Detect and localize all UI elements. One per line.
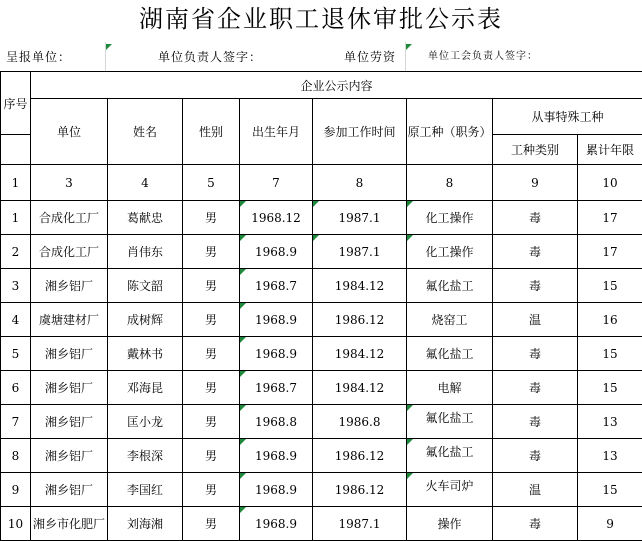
row-work-start-text: 1984.12 xyxy=(335,381,385,395)
row-work-start xyxy=(313,507,407,541)
row-unit-text: 合成化工厂 xyxy=(39,244,99,260)
row-gender xyxy=(183,235,240,269)
comment-marker xyxy=(240,473,246,479)
comment-marker xyxy=(313,201,319,207)
comment-marker xyxy=(240,235,246,241)
reporting-unit-label: 呈报单位： xyxy=(6,44,71,70)
comment-marker xyxy=(240,269,246,275)
row-name-text: 李国红 xyxy=(127,483,163,497)
index-cell: 5 xyxy=(183,165,240,201)
row-years-text: 16 xyxy=(602,313,617,327)
row-birth xyxy=(240,269,313,303)
comment-marker xyxy=(406,44,412,50)
row-unit-text: 湘乡铝厂 xyxy=(45,414,93,430)
row-job xyxy=(407,269,493,303)
index-cell: 7 xyxy=(240,165,313,201)
row-gender xyxy=(183,473,240,507)
row-birth-text: 1968.12 xyxy=(251,211,301,225)
row-name-text: 肖伟东 xyxy=(127,245,163,259)
index-cell: 9 xyxy=(493,165,578,201)
comment-marker xyxy=(240,439,246,445)
row-seq xyxy=(1,269,31,303)
index-cell: 8 xyxy=(407,165,493,201)
row-gender-text: 男 xyxy=(205,415,217,429)
header-job: 原工种（职务） xyxy=(407,99,493,165)
row-unit-text: 合成化工厂 xyxy=(39,210,99,226)
row-unit xyxy=(31,235,108,269)
header-seq: 序号 xyxy=(1,72,31,135)
row-years-text: 13 xyxy=(602,449,617,463)
table-row xyxy=(1,473,642,507)
row-gender-text: 男 xyxy=(205,313,217,327)
row-gender xyxy=(183,371,240,405)
row-special-type-text: 温 xyxy=(529,313,541,327)
row-seq-text: 1 xyxy=(12,211,20,225)
comment-marker xyxy=(407,235,413,241)
row-unit xyxy=(31,439,108,473)
row-work-start xyxy=(313,371,407,405)
header-gender: 性别 xyxy=(183,99,240,165)
comment-marker xyxy=(240,371,246,377)
row-work-start-text: 1984.12 xyxy=(335,347,385,361)
row-special-type-text: 毒 xyxy=(529,381,541,395)
row-birth xyxy=(240,337,313,371)
row-gender-text: 男 xyxy=(205,347,217,361)
row-birth xyxy=(240,303,313,337)
row-gender-text: 男 xyxy=(205,381,217,395)
index-cell: 1 xyxy=(1,165,31,201)
row-name xyxy=(108,201,183,235)
row-birth-text: 1968.7 xyxy=(255,279,297,293)
row-years-text: 15 xyxy=(602,381,617,395)
row-birth xyxy=(240,473,313,507)
table-row xyxy=(1,507,642,541)
row-job xyxy=(407,201,493,235)
row-gender xyxy=(183,507,240,541)
row-special-type-text: 毒 xyxy=(529,415,541,429)
row-unit xyxy=(31,507,108,541)
row-gender-text: 男 xyxy=(205,517,217,531)
row-work-start-text: 1984.12 xyxy=(335,279,385,293)
row-unit-text: 湘乡市化肥厂 xyxy=(33,516,105,532)
row-years-text: 17 xyxy=(602,211,617,225)
comment-marker xyxy=(240,303,246,309)
row-job xyxy=(407,235,493,269)
row-gender xyxy=(183,439,240,473)
row-unit-text: 湘乡铝厂 xyxy=(45,380,93,396)
row-seq xyxy=(1,371,31,405)
row-name xyxy=(108,303,183,337)
table-row xyxy=(1,439,642,473)
row-gender xyxy=(183,269,240,303)
row-years xyxy=(578,337,642,371)
row-birth xyxy=(240,201,313,235)
row-special-type-text: 毒 xyxy=(529,211,541,225)
row-birth xyxy=(240,405,313,439)
row-name-text: 戴林书 xyxy=(127,347,163,361)
row-work-start-text: 1987.1 xyxy=(339,211,381,225)
row-work-start xyxy=(313,337,407,371)
row-job-text: 电解 xyxy=(437,381,461,395)
comment-marker xyxy=(240,405,246,411)
row-job-text: 火车司炉 xyxy=(425,479,473,493)
row-job-text: 化工操作 xyxy=(425,211,473,225)
row-birth xyxy=(240,439,313,473)
row-job xyxy=(407,405,493,439)
row-job-text: 氟化盐工 xyxy=(425,279,473,293)
approval-table xyxy=(0,71,642,541)
row-work-start-text: 1987.1 xyxy=(339,245,381,259)
row-unit xyxy=(31,269,108,303)
row-gender-text: 男 xyxy=(205,279,217,293)
row-seq xyxy=(1,337,31,371)
row-unit xyxy=(31,337,108,371)
header-special-type: 工种类别 xyxy=(493,135,578,165)
row-birth-text: 1968.9 xyxy=(255,449,297,463)
row-years xyxy=(578,405,642,439)
row-seq xyxy=(1,439,31,473)
row-years-text: 17 xyxy=(602,245,617,259)
row-name-text: 刘海湘 xyxy=(127,517,163,531)
table-row xyxy=(1,405,642,439)
page-title: 湖南省企业职工退休审批公示表 xyxy=(0,0,642,40)
row-special-type xyxy=(493,303,578,337)
row-special-type xyxy=(493,235,578,269)
header-work-start: 参加工作时间 xyxy=(313,99,407,165)
row-gender xyxy=(183,303,240,337)
row-special-type-text: 毒 xyxy=(529,347,541,361)
row-work-start xyxy=(313,473,407,507)
row-name-text: 李根深 xyxy=(127,449,163,463)
row-gender-text: 男 xyxy=(205,483,217,497)
row-job xyxy=(407,473,493,507)
row-name-text: 邓海昆 xyxy=(127,381,163,395)
row-name-text: 陈文韶 xyxy=(127,279,163,293)
header-group: 企业公示内容 xyxy=(31,72,642,99)
row-seq-text: 2 xyxy=(12,245,20,259)
row-special-type xyxy=(493,473,578,507)
row-seq-text: 3 xyxy=(12,279,20,293)
union-head-sign-label: 单位工会负责人签字： xyxy=(428,44,538,70)
row-work-start-text: 1986.12 xyxy=(335,483,385,497)
row-seq-text: 10 xyxy=(8,517,23,531)
row-name xyxy=(108,473,183,507)
row-unit-text: 湘乡铝厂 xyxy=(45,346,93,362)
table-row xyxy=(1,337,642,371)
row-work-start-text: 1986.12 xyxy=(335,313,385,327)
row-job-text: 化工操作 xyxy=(425,245,473,259)
row-gender xyxy=(183,405,240,439)
table-row xyxy=(1,303,642,337)
row-seq xyxy=(1,405,31,439)
comment-marker xyxy=(407,201,413,207)
row-name-text: 匡小龙 xyxy=(127,415,163,429)
row-work-start-text: 1986.8 xyxy=(339,415,381,429)
row-seq-text: 6 xyxy=(12,381,20,395)
row-unit xyxy=(31,371,108,405)
row-years-text: 15 xyxy=(602,347,617,361)
header-name: 姓名 xyxy=(108,99,183,165)
row-name xyxy=(108,405,183,439)
row-years xyxy=(578,269,642,303)
index-cell: 4 xyxy=(108,165,183,201)
row-unit xyxy=(31,405,108,439)
row-job-text: 操作 xyxy=(437,517,461,531)
row-work-start-text: 1987.1 xyxy=(339,517,381,531)
row-name xyxy=(108,439,183,473)
row-seq-text: 8 xyxy=(12,449,20,463)
row-years xyxy=(578,371,642,405)
row-name-text: 成树辉 xyxy=(127,313,163,327)
row-years xyxy=(578,303,642,337)
header-unit: 单位 xyxy=(31,99,108,165)
row-job xyxy=(407,371,493,405)
row-unit xyxy=(31,201,108,235)
row-job-text: 氟化盐工 xyxy=(425,411,473,425)
row-unit-text: 虞塘建材厂 xyxy=(39,312,99,328)
row-work-start xyxy=(313,439,407,473)
row-work-start xyxy=(313,269,407,303)
header-years: 累计年限 xyxy=(578,135,642,165)
row-seq-text: 9 xyxy=(12,483,20,497)
row-birth-text: 1968.9 xyxy=(255,313,297,327)
comment-marker xyxy=(407,439,413,445)
row-name xyxy=(108,269,183,303)
table-row xyxy=(1,371,642,405)
row-years xyxy=(578,235,642,269)
row-work-start xyxy=(313,303,407,337)
row-birth-text: 1968.9 xyxy=(255,483,297,497)
index-cell: 8 xyxy=(313,165,407,201)
row-job xyxy=(407,337,493,371)
unit-head-sign-label: 单位负责人签字： xyxy=(158,44,262,70)
row-gender xyxy=(183,201,240,235)
row-seq xyxy=(1,201,31,235)
row-years-text: 9 xyxy=(606,517,614,531)
comment-marker xyxy=(407,405,413,411)
index-cell: 10 xyxy=(578,165,642,201)
row-name xyxy=(108,235,183,269)
row-special-type xyxy=(493,439,578,473)
row-birth-text: 1968.9 xyxy=(255,347,297,361)
row-job-text: 烧窑工 xyxy=(431,313,467,327)
row-years xyxy=(578,201,642,235)
row-unit-text: 湘乡铝厂 xyxy=(45,482,93,498)
row-gender xyxy=(183,337,240,371)
row-special-type-text: 毒 xyxy=(529,449,541,463)
row-birth xyxy=(240,371,313,405)
row-work-start-text: 1986.12 xyxy=(335,449,385,463)
row-birth xyxy=(240,507,313,541)
comment-marker xyxy=(313,235,319,241)
row-job-text: 氟化盐工 xyxy=(425,347,473,361)
unit-labor-label: 单位劳资 xyxy=(344,44,396,70)
comment-marker xyxy=(407,473,413,479)
row-special-type xyxy=(493,371,578,405)
row-years-text: 13 xyxy=(602,415,617,429)
row-seq xyxy=(1,473,31,507)
row-special-type xyxy=(493,337,578,371)
comment-marker xyxy=(240,337,246,343)
table-row xyxy=(1,269,642,303)
row-years xyxy=(578,507,642,541)
row-job xyxy=(407,303,493,337)
row-name xyxy=(108,337,183,371)
row-work-start xyxy=(313,235,407,269)
row-job xyxy=(407,439,493,473)
row-special-type xyxy=(493,269,578,303)
comment-marker xyxy=(240,201,246,207)
row-name-text: 葛献忠 xyxy=(127,211,163,225)
row-years xyxy=(578,473,642,507)
row-special-type xyxy=(493,201,578,235)
row-name xyxy=(108,507,183,541)
table-row xyxy=(1,201,642,235)
seq-spacer xyxy=(1,135,31,165)
comment-marker xyxy=(106,44,112,50)
row-unit xyxy=(31,473,108,507)
row-years xyxy=(578,439,642,473)
row-special-type-text: 毒 xyxy=(529,245,541,259)
row-seq-text: 4 xyxy=(12,313,20,327)
row-birth-text: 1968.9 xyxy=(255,245,297,259)
row-unit-text: 湘乡铝厂 xyxy=(45,278,93,294)
row-special-type xyxy=(493,507,578,541)
row-birth-text: 1968.7 xyxy=(255,381,297,395)
row-birth-text: 1968.9 xyxy=(255,517,297,531)
row-gender-text: 男 xyxy=(205,211,217,225)
row-special-type-text: 温 xyxy=(529,483,541,497)
row-unit-text: 湘乡铝厂 xyxy=(45,448,93,464)
row-seq xyxy=(1,303,31,337)
row-work-start xyxy=(313,405,407,439)
row-birth xyxy=(240,235,313,269)
row-birth-text: 1968.8 xyxy=(255,415,297,429)
row-seq-text: 7 xyxy=(12,415,20,429)
row-special-type-text: 毒 xyxy=(529,517,541,531)
row-job xyxy=(407,507,493,541)
row-work-start xyxy=(313,201,407,235)
row-job-text: 氟化盐工 xyxy=(425,445,473,459)
row-special-type-text: 毒 xyxy=(529,279,541,293)
row-seq-text: 5 xyxy=(12,347,20,361)
index-row xyxy=(1,165,642,201)
table-row xyxy=(1,235,642,269)
row-unit xyxy=(31,303,108,337)
header-birth: 出生年月 xyxy=(240,99,313,165)
index-cell: 3 xyxy=(31,165,108,201)
row-gender-text: 男 xyxy=(205,245,217,259)
row-seq xyxy=(1,235,31,269)
row-gender-text: 男 xyxy=(205,449,217,463)
comment-marker xyxy=(240,507,246,513)
row-years-text: 15 xyxy=(602,279,617,293)
row-seq xyxy=(1,507,31,541)
row-special-type xyxy=(493,405,578,439)
row-name xyxy=(108,371,183,405)
header-special-group: 从事特殊工种 xyxy=(493,99,642,135)
row-years-text: 15 xyxy=(602,483,617,497)
